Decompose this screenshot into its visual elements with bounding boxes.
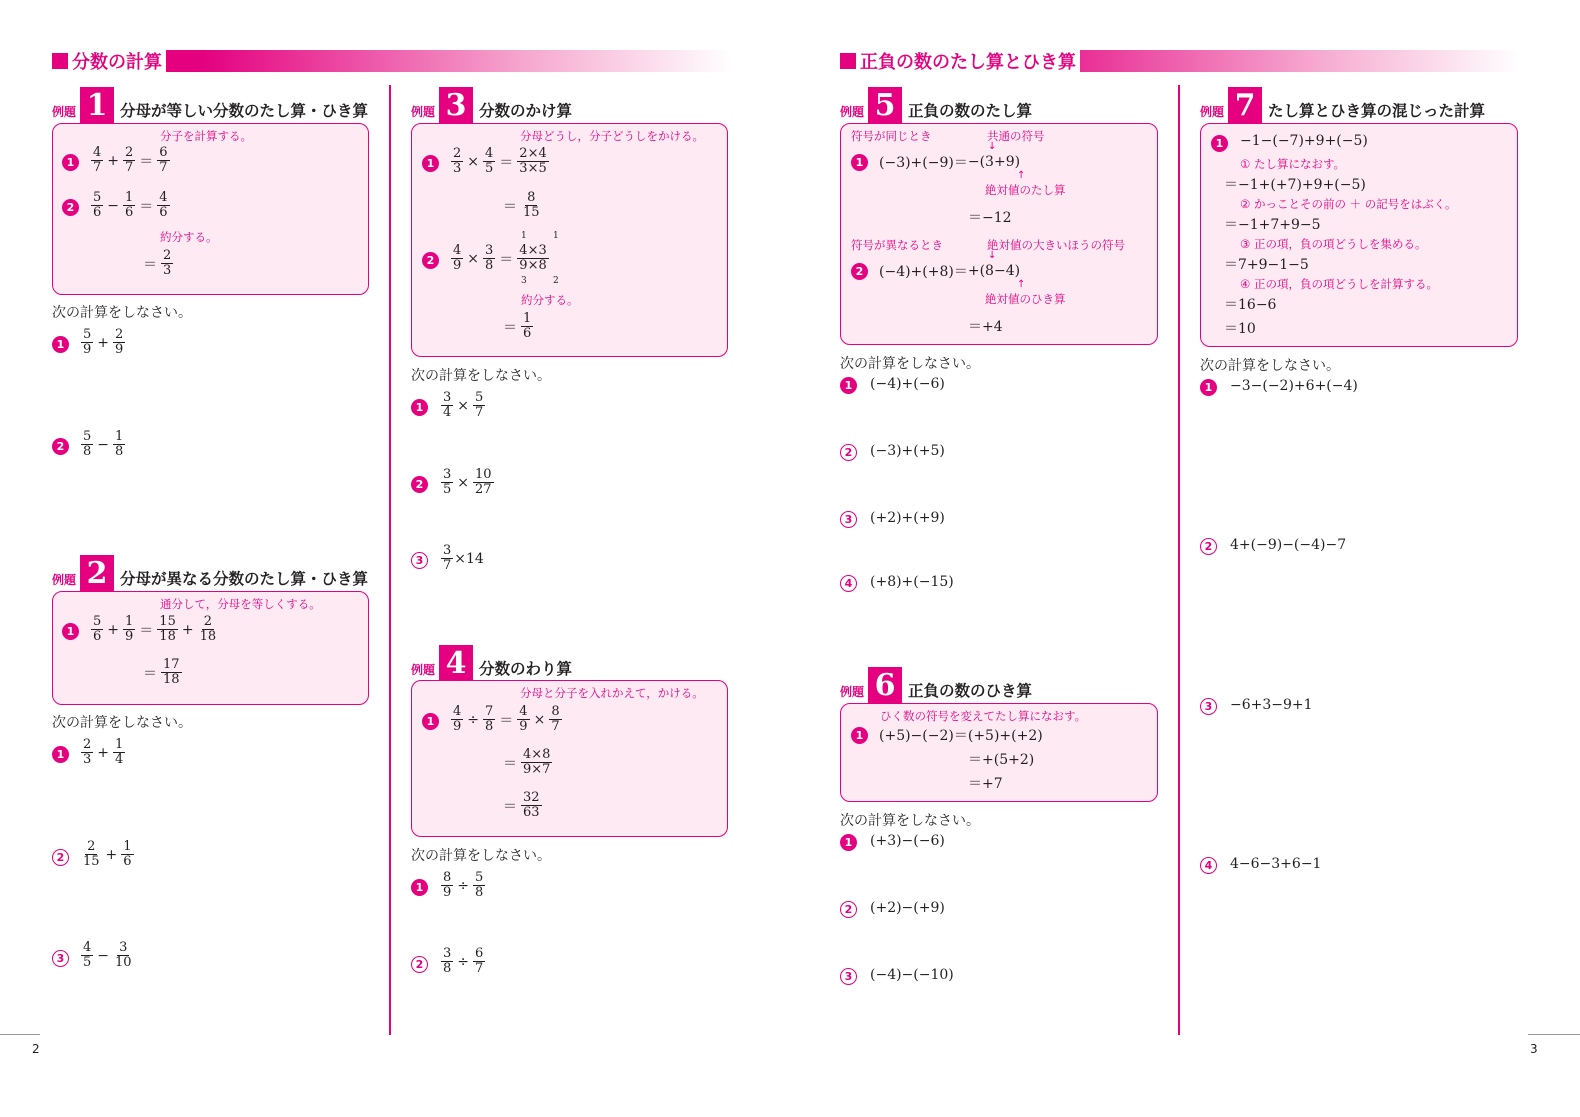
problem-badge: 1 bbox=[52, 746, 69, 763]
page-number-line bbox=[0, 1034, 40, 1035]
instruction: 次の計算をしなさい。 bbox=[52, 305, 192, 321]
problem-expr: (+3)−(−6) bbox=[870, 833, 945, 849]
instruction: 次の計算をしなさい。 bbox=[840, 356, 980, 372]
example-note: ④ 正の項，負の項どうしを計算する。 bbox=[1240, 277, 1438, 291]
example-number: 5 bbox=[868, 87, 902, 123]
example-badge: 2 bbox=[62, 199, 79, 216]
example-note: 絶対値のひき算 bbox=[985, 292, 1066, 306]
page-number-right: 3 bbox=[1530, 1042, 1538, 1056]
example-3-expr-2: ＝ $\frac{8}{15}$ bbox=[503, 190, 540, 220]
right-section-title: 正負の数のたし算とひき算 bbox=[860, 52, 1076, 73]
cancel-mark: 1 bbox=[521, 231, 527, 241]
example-7-line-1: −1−(−7)+9+(−5) bbox=[1240, 133, 1368, 149]
example-5-line-2: ＝−12 bbox=[968, 210, 1012, 226]
example-3-expr-1: $\frac{2}{3}$ × $\frac{4}{5}$ ＝ $\frac{2\times 4}{3\times 5}$ bbox=[453, 146, 547, 176]
example-5-header bbox=[840, 87, 1032, 123]
example-badge: 1 bbox=[62, 623, 79, 640]
example-7-line-4: ＝7+9−1−5 bbox=[1224, 257, 1309, 273]
page-number-left: 2 bbox=[32, 1042, 40, 1056]
problem-badge: 2 bbox=[840, 901, 857, 918]
problem-badge: 3 bbox=[52, 950, 69, 967]
problem-badge: 4 bbox=[1200, 857, 1217, 874]
problem-expr: $\frac{3}{4}$ × $\frac{5}{7}$ bbox=[443, 390, 484, 420]
example-title: 分母が等しい分数のたし算・ひき算 bbox=[120, 102, 369, 120]
example-note: 約分する。 bbox=[521, 293, 579, 307]
left-section-header bbox=[52, 50, 732, 72]
problem-expr: $\frac{2}{3}$ + $\frac{1}{4}$ bbox=[83, 737, 124, 767]
problem-badge: 2 bbox=[411, 476, 428, 493]
problem-expr: −3−(−2)+6+(−4) bbox=[1230, 378, 1358, 394]
example-6-line-1: (+5)−(−2)＝(+5)+(+2) bbox=[879, 728, 1043, 744]
instruction: 次の計算をしなさい。 bbox=[52, 715, 192, 731]
example-note: 符号が同じとき bbox=[851, 129, 932, 143]
problem-expr: −6+3−9+1 bbox=[1230, 697, 1313, 713]
column-divider bbox=[1178, 85, 1180, 1035]
example-badge: 2 bbox=[422, 252, 439, 269]
example-title: 分母が異なる分数のたし算・ひき算 bbox=[120, 570, 369, 588]
instruction: 次の計算をしなさい。 bbox=[411, 848, 551, 864]
example-number: 3 bbox=[439, 87, 473, 123]
problem-badge: 3 bbox=[840, 968, 857, 985]
example-1-expr-3: ＝ $\frac{2}{3}$ bbox=[143, 248, 172, 278]
example-4-expr-1: $\frac{4}{9}$ ÷ $\frac{7}{8}$ ＝ $\frac{4}{9}$ × $\frac{8}{7}$ bbox=[453, 704, 560, 734]
cancel-mark: 2 bbox=[553, 276, 559, 286]
example-5-line-3: (−4)+(+8)＝ +(8−4) bbox=[879, 263, 1021, 280]
problem-expr: $\frac{3}{5}$ × $\frac{10}{27}$ bbox=[443, 467, 492, 497]
column-divider bbox=[389, 85, 391, 1035]
problem-badge: 3 bbox=[840, 511, 857, 528]
problem-badge: 1 bbox=[411, 879, 428, 896]
example-badge: 1 bbox=[851, 727, 868, 744]
example-badge: 1 bbox=[422, 155, 439, 172]
example-label: 例題 bbox=[411, 663, 436, 677]
example-label: 例題 bbox=[840, 685, 865, 699]
problem-expr: (−4)−(−10) bbox=[870, 967, 954, 983]
problem-expr: (+8)+(−15) bbox=[870, 574, 954, 590]
example-title: 正負の数のたし算 bbox=[908, 102, 1033, 120]
example-7-line-6: ＝10 bbox=[1224, 321, 1256, 337]
problem-badge: 3 bbox=[411, 552, 428, 569]
problem-badge: 2 bbox=[1200, 538, 1217, 555]
example-number: 1 bbox=[80, 87, 114, 123]
example-note: 通分して，分母を等しくする。 bbox=[160, 597, 321, 611]
example-number: 6 bbox=[868, 667, 902, 703]
example-badge: 2 bbox=[851, 263, 868, 280]
arrow-up-icon: ↑ bbox=[1017, 279, 1026, 290]
problem-expr: $\frac{2}{15}$ + $\frac{1}{6}$ bbox=[83, 839, 132, 869]
arrow-down-icon: ↓ bbox=[988, 250, 997, 261]
example-4-expr-3: ＝ $\frac{32}{63}$ bbox=[503, 790, 540, 820]
example-number: 2 bbox=[80, 555, 114, 591]
problem-expr: $\frac{8}{9}$ ÷ $\frac{5}{8}$ bbox=[443, 870, 484, 900]
example-note: 絶対値のたし算 bbox=[985, 183, 1066, 197]
example-6-header bbox=[840, 667, 1032, 703]
example-badge: 1 bbox=[62, 154, 79, 171]
example-note: 分母と分子を入れかえて，かける。 bbox=[520, 686, 704, 700]
example-7-line-5: ＝16−6 bbox=[1224, 297, 1277, 313]
problem-expr: $\frac{3}{8}$ ÷ $\frac{6}{7}$ bbox=[443, 946, 484, 976]
arrow-up-icon: ↑ bbox=[1017, 170, 1026, 181]
problem-badge: 1 bbox=[840, 834, 857, 851]
example-badge: 1 bbox=[422, 713, 439, 730]
example-note: 共通の符号 bbox=[987, 129, 1045, 143]
example-note: 分母どうし，分子どうしをかける。 bbox=[520, 129, 704, 143]
example-title: 正負の数のひき算 bbox=[908, 682, 1033, 700]
problem-expr: (+2)−(+9) bbox=[870, 900, 945, 916]
example-4-expr-2: ＝ $\frac{4\times 8}{9\times 7}$ bbox=[503, 747, 551, 777]
example-note: 分子を計算する。 bbox=[160, 129, 252, 143]
problem-expr: $\frac{5}{9}$ + $\frac{2}{9}$ bbox=[83, 327, 124, 357]
example-note: ③ 正の項，負の項どうしを集める。 bbox=[1240, 237, 1427, 251]
page-number-line bbox=[1528, 1034, 1580, 1035]
example-badge: 1 bbox=[851, 154, 868, 171]
problem-expr: (+2)+(+9) bbox=[870, 510, 945, 526]
problem-expr: (−3)+(+5) bbox=[870, 443, 945, 459]
cancel-mark: 1 bbox=[553, 231, 559, 241]
example-6-line-2: ＝+(5+2) bbox=[968, 752, 1035, 768]
example-1-expr-1: $\frac{4}{7}$ + $\frac{2}{7}$ ＝ $\frac{6}{7}$ bbox=[93, 145, 168, 175]
example-note: 絶対値の大きいほうの符号 bbox=[987, 238, 1125, 252]
example-3-header bbox=[411, 87, 572, 123]
instruction: 次の計算をしなさい。 bbox=[411, 368, 551, 384]
problem-badge: 1 bbox=[840, 377, 857, 394]
cancel-mark: 3 bbox=[521, 276, 527, 286]
problem-expr: 4+(−9)−(−4)−7 bbox=[1230, 537, 1347, 553]
example-2-header bbox=[52, 555, 368, 591]
example-title: たし算とひき算の混じった計算 bbox=[1268, 102, 1486, 120]
problem-badge: 1 bbox=[411, 399, 428, 416]
problem-badge: 2 bbox=[840, 444, 857, 461]
problem-badge: 1 bbox=[1200, 379, 1217, 396]
example-number: 4 bbox=[439, 645, 473, 681]
example-note: ② かっことその前の ＋ の記号をはぶく。 bbox=[1240, 197, 1457, 211]
example-1-expr-2: $\frac{5}{6}$ − $\frac{1}{6}$ ＝ $\frac{4}{6}$ bbox=[93, 190, 168, 220]
example-note: 符号が異なるとき bbox=[851, 238, 943, 252]
example-7-line-3: ＝−1+7+9−5 bbox=[1224, 217, 1321, 233]
problem-badge: 2 bbox=[411, 956, 428, 973]
example-label: 例題 bbox=[52, 105, 77, 119]
example-title: 分数のかけ算 bbox=[479, 102, 573, 120]
example-number: 7 bbox=[1228, 87, 1262, 123]
instruction: 次の計算をしなさい。 bbox=[840, 813, 980, 829]
problem-expr: (−4)+(−6) bbox=[870, 376, 945, 392]
problem-expr: $\frac{3}{7}$ ×14 bbox=[443, 543, 484, 573]
example-5-line-1: (−3)+(−9)＝ −(3+9) bbox=[879, 154, 1021, 171]
arrow-down-icon: ↓ bbox=[988, 141, 997, 152]
example-4-header bbox=[411, 645, 572, 681]
example-label: 例題 bbox=[1200, 105, 1225, 119]
example-3-expr-3: $\frac{4}{9}$ × $\frac{3}{8}$ ＝ $\frac{4\times 3}{9\times 8}$ bbox=[453, 243, 547, 273]
example-2-expr-2: ＝ $\frac{17}{18}$ bbox=[143, 657, 180, 687]
left-section-title: 分数の計算 bbox=[72, 52, 162, 73]
example-title: 分数のわり算 bbox=[479, 660, 573, 678]
example-6-line-3: ＝+7 bbox=[968, 776, 1003, 792]
problem-badge: 2 bbox=[52, 438, 69, 455]
example-note: ひく数の符号を変えてたし算になおす。 bbox=[880, 709, 1087, 723]
problem-badge: 2 bbox=[52, 849, 69, 866]
right-section-header bbox=[840, 50, 1520, 72]
example-2-expr-1: $\frac{5}{6}$ + $\frac{1}{9}$ ＝ $\frac{15}{18}$ + $\frac{2}{18}$ bbox=[93, 614, 217, 644]
example-label: 例題 bbox=[840, 105, 865, 119]
example-5-line-4: ＝+4 bbox=[968, 319, 1003, 335]
example-badge: 1 bbox=[1211, 135, 1228, 152]
example-label: 例題 bbox=[52, 573, 77, 587]
problem-expr: $\frac{4}{5}$ − $\frac{3}{10}$ bbox=[83, 940, 132, 970]
problem-badge: 4 bbox=[840, 575, 857, 592]
example-label: 例題 bbox=[411, 105, 436, 119]
example-7-line-2: ＝−1+(+7)+9+(−5) bbox=[1224, 177, 1366, 193]
example-7-header bbox=[1200, 87, 1485, 123]
example-3-expr-4: ＝ $\frac{1}{6}$ bbox=[503, 311, 532, 341]
problem-badge: 1 bbox=[52, 336, 69, 353]
example-note: 約分する。 bbox=[160, 230, 218, 244]
problem-badge: 3 bbox=[1200, 698, 1217, 715]
problem-expr: $\frac{5}{8}$ − $\frac{1}{8}$ bbox=[83, 429, 124, 459]
instruction: 次の計算をしなさい。 bbox=[1200, 358, 1340, 374]
example-1-header bbox=[52, 87, 368, 123]
problem-expr: 4−6−3+6−1 bbox=[1230, 856, 1322, 872]
example-note: ① たし算になおす。 bbox=[1240, 157, 1346, 171]
